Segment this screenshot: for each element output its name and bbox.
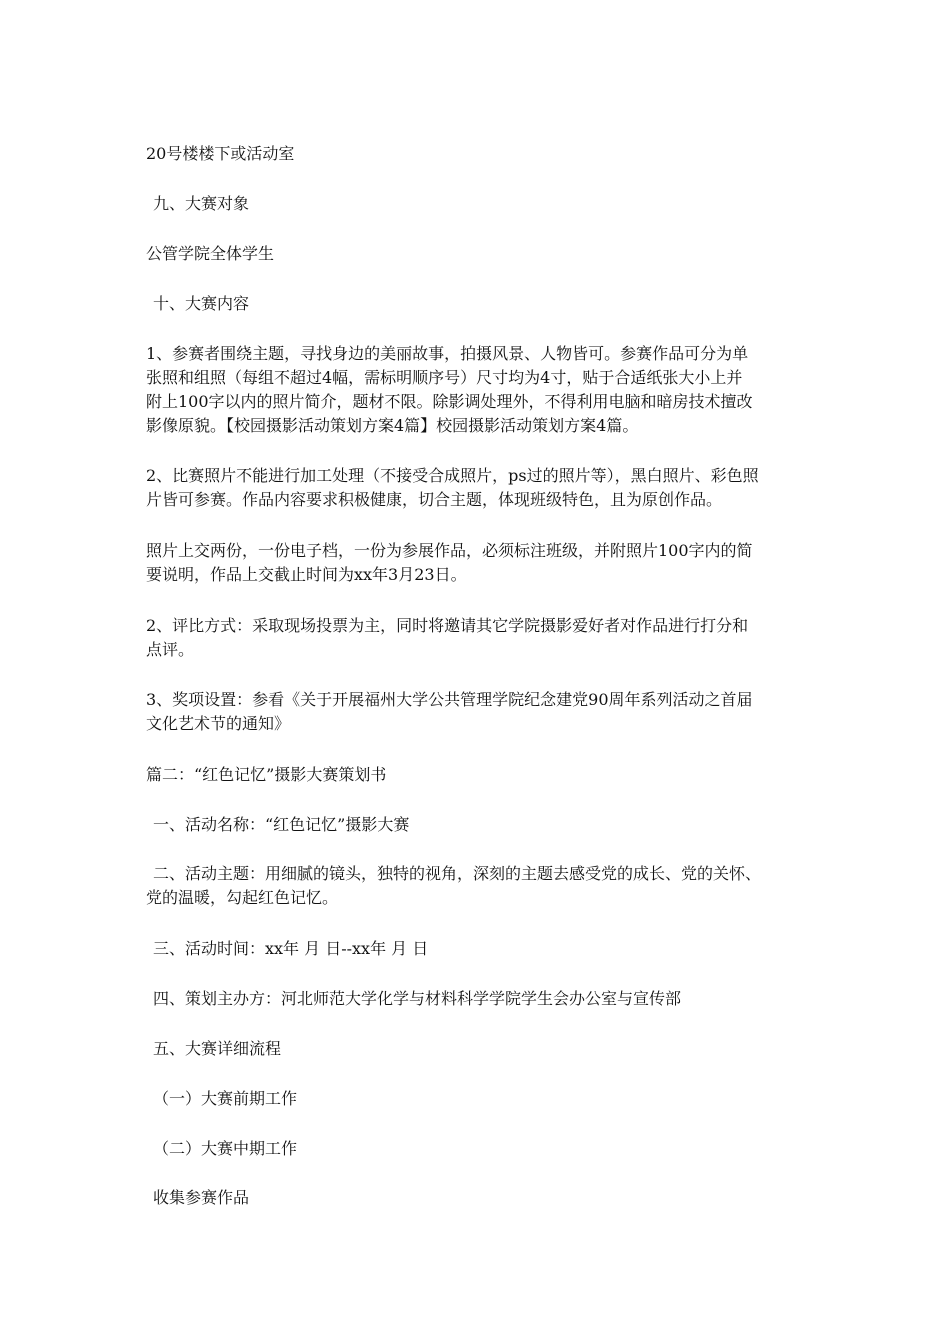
paragraph-activity-time [153, 937, 821, 961]
subheading-phase-2 [153, 1137, 821, 1161]
text-line: 2、比赛照片不能进行加工处理（不接受合成照片，ps过的照片等），黑白照片、彩色照 [146, 466, 759, 485]
text-line: 一、活动名称：“红色记忆”摄影大赛 [153, 815, 410, 834]
text-line: 九、大赛对象 [153, 194, 250, 213]
paragraph-content-1 [146, 342, 814, 438]
heading-section-5 [153, 1037, 821, 1061]
text-line: 点评。 [146, 640, 195, 659]
heading-section-9 [153, 192, 821, 216]
text-line: 要说明，作品上交截止时间为xx年3月23日。 [146, 565, 467, 584]
text-line: 十、大赛内容 [153, 294, 250, 313]
text-line: 五、大赛详细流程 [153, 1039, 282, 1058]
text-line: （二）大赛中期工作 [153, 1139, 298, 1158]
paragraph-activity-name [153, 813, 821, 837]
paragraph-venue [146, 142, 814, 166]
text-line: 三、活动时间：xx年 月 日--xx年 月 日 [153, 939, 429, 958]
text-line: 照片上交两份，一份电子档，一份为参展作品，必须标注班级，并附照片100字内的简 [146, 541, 753, 560]
text-line: 党的温暖，勾起红色记忆。 [146, 888, 339, 907]
text-line: 张照和组照（每组不超过4幅，需标明顺序号）尺寸均为4寸，贴于合适纸张大小上并 [146, 368, 743, 387]
paragraph-judging [146, 614, 814, 662]
text-line: 二、活动主题：用细腻的镜头，独特的视角，深刻的主题去感受党的成长、党的关怀、 [153, 864, 762, 883]
paragraph-collect-entries [153, 1186, 821, 1210]
text-line: 附上100字以内的照片简介，题材不限。除影调处理外，不得利用电脑和暗房技术擅改 [146, 392, 753, 411]
text-line: 2、评比方式：采取现场投票为主，同时将邀请其它学院摄影爱好者对作品进行打分和 [146, 616, 749, 635]
text-line: 收集参赛作品 [153, 1188, 250, 1207]
paragraph-submission [146, 539, 814, 587]
text-line: 1、参赛者围绕主题，寻找身边的美丽故事，拍摄风景、人物皆可。参赛作品可分为单 [146, 344, 749, 363]
text-line: 片皆可参赛。作品内容要求积极健康，切合主题，体现班级特色，且为原创作品。 [146, 490, 723, 509]
heading-part-2 [146, 763, 814, 787]
paragraph-activity-theme [146, 862, 821, 910]
subheading-phase-1 [153, 1087, 821, 1111]
text-line: 3、奖项设置：参看《关于开展福州大学公共管理学院纪念建党90周年系列活动之首届 [146, 690, 753, 709]
paragraph-organizer [153, 987, 821, 1011]
text-line: 影像原貌。【校园摄影活动策划方案4篇】校园摄影活动策划方案4篇。 [146, 416, 639, 435]
paragraph-content-2 [146, 464, 814, 512]
text-line: 公管学院全体学生 [146, 244, 275, 263]
text-line: （一）大赛前期工作 [153, 1089, 298, 1108]
text-line: 文化艺术节的通知》 [146, 714, 291, 733]
text-line: 篇二：“红色记忆”摄影大赛策划书 [146, 765, 387, 784]
heading-section-10 [153, 292, 821, 316]
text-line: 四、策划主办方：河北师范大学化学与材料科学学院学生会办公室与宣传部 [153, 989, 682, 1008]
paragraph-awards [146, 688, 814, 736]
text-line: 20号楼楼下或活动室 [146, 144, 295, 163]
paragraph-participants [146, 242, 814, 266]
